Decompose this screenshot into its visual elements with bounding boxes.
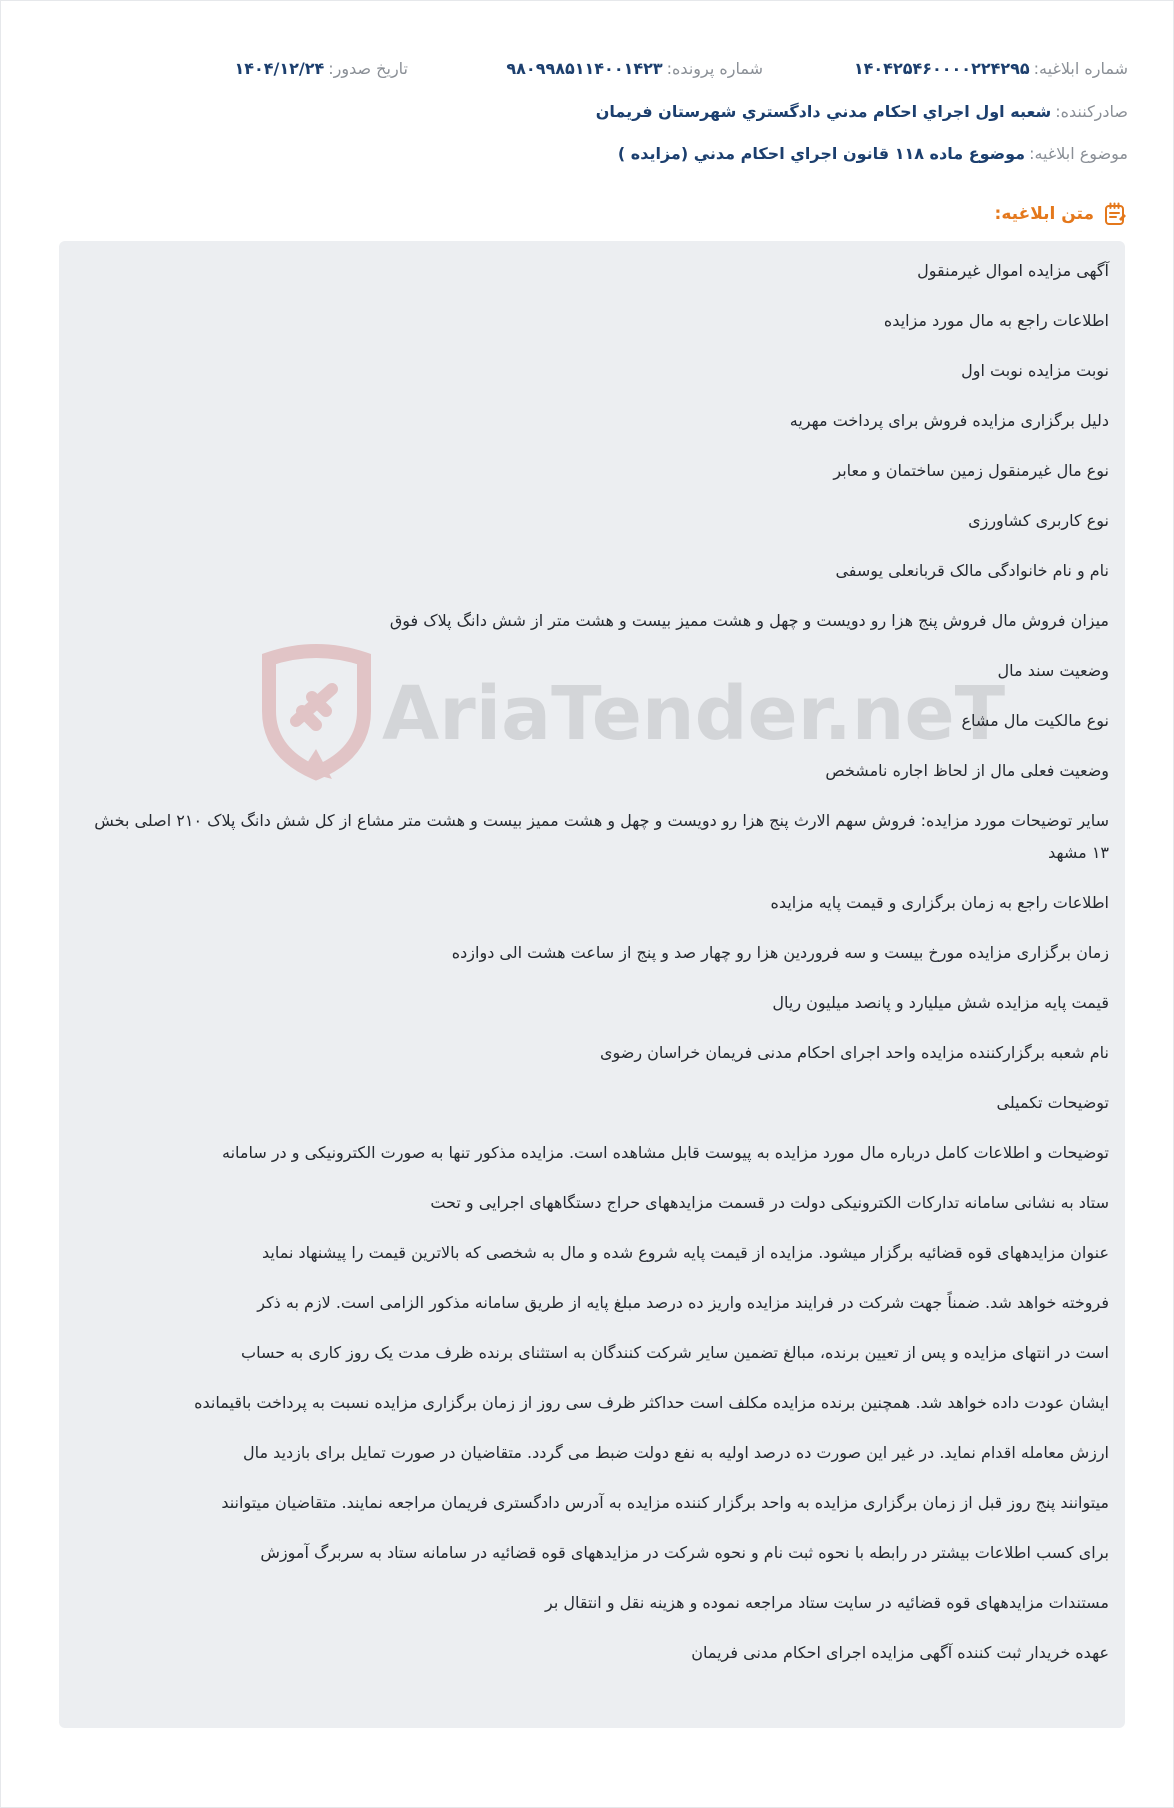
body-line: ارزش معامله اقدام نماید. در غیر این صورت ده درصد اولیه به نفع دولت ضبط می گردد. متقاضیان در صورت تمایل برای بازدید مال bbox=[243, 1443, 1109, 1462]
body-line: ایشان عودت داده خواهد شد. همچنین برنده مزایده مکلف است حداکثر ظرف سی روز از زمان برگزاری مزایده نسبت به پرداخت باقیمانده bbox=[194, 1393, 1109, 1412]
case-number-value: ۹۸۰۹۹۸۵۱۱۴۰۰۱۴۲۳ bbox=[506, 58, 663, 78]
body-line: است در انتهای مزایده و پس از تعیین برنده، مبالغ تضمین سایر شرکت کنندگان به استثنای برنده ظرف مدت یک روز کاری به حساب bbox=[241, 1343, 1109, 1362]
issuer-label: صادرکننده: bbox=[1055, 101, 1128, 121]
body-line: اطلاعات راجع به زمان برگزاری و قیمت پایه مزایده bbox=[770, 893, 1109, 912]
body-line: زمان برگزاری مزایده مورخ بیست و سه فروردین هزا رو چهار صد و پنج از ساعت هشت الی دوازده bbox=[451, 943, 1109, 962]
meta-row-subject bbox=[46, 138, 1128, 168]
body-line: نوع کاربری کشاورزی bbox=[968, 511, 1109, 530]
body-line: عهده خریدار ثبت کننده آگهی مزایده اجرای احکام مدنی فریمان bbox=[691, 1643, 1109, 1662]
body-line: برای کسب اطلاعات بیشتر در رابطه با نحوه ثبت نام و نحوه شرکت در مزایدههای قوه قضائیه در سامانه ستاد به سربرگ آموزش bbox=[260, 1543, 1109, 1562]
watermark-text: AriaTender.neT bbox=[382, 671, 1006, 757]
notice-number-value: ۱۴۰۴۲۵۴۶۰۰۰۰۲۲۴۲۹۵ bbox=[853, 58, 1030, 78]
body-line: توضیحات و اطلاعات کامل درباره مال مورد مزایده به پیوست قابل مشاهده است. مزایده مذکور تنها به صورت الکترونیکی و در سامانه bbox=[221, 1143, 1109, 1162]
body-line: ستاد به نشانی سامانه تدارکات الکترونیکی دولت در قسمت مزایدههای حراج دستگاههای اجرایی و تحت bbox=[430, 1193, 1109, 1212]
body-line: آگهی مزایده اموال غیرمنقول bbox=[917, 261, 1109, 280]
subject-label: موضوع ابلاغیه: bbox=[1029, 143, 1128, 163]
body-line: مستندات مزایدههای قوه قضائیه در سایت ستاد مراجعه نموده و هزینه نقل و انتقال بر bbox=[545, 1593, 1109, 1612]
body-line: نام و نام خانوادگی مالک قربانعلی یوسفی bbox=[835, 561, 1109, 580]
notice-number-field bbox=[854, 59, 1128, 78]
body-line: میزان فروش مال فروش پنج هزا رو دویست و چهل و هشت ممیز بیست و هشت متر از شش دانگ پلاک فوق bbox=[389, 611, 1109, 630]
body-line: وضعیت سند مال bbox=[997, 661, 1109, 680]
meta-row-numbers bbox=[46, 53, 1128, 83]
subject-value: موضوع ماده ۱۱۸ قانون اجراي احكام مدني (مزايده ) bbox=[617, 143, 1026, 163]
body-line: نوبت مزایده نوبت اول bbox=[961, 361, 1109, 380]
section-title-text: متن ابلاغیه: bbox=[994, 204, 1094, 224]
issue-date-value: ۱۴۰۴/۱۲/۲۴ bbox=[234, 58, 325, 78]
case-number-field bbox=[506, 59, 763, 78]
issue-date-field bbox=[234, 59, 408, 78]
body-line: میتوانند پنج روز قبل از زمان برگزاری مزایده به واحد برگزار کننده مزایده به آدرس دادگستری فریمان مراجعه نمایند. متقاضیان میتوانند bbox=[221, 1493, 1109, 1512]
body-line: وضعیت فعلی مال از لحاظ اجاره نامشخص bbox=[825, 761, 1109, 780]
case-number-label: شماره پرونده: bbox=[666, 58, 763, 78]
body-line: نوع مالکیت مال مشاع bbox=[961, 711, 1109, 730]
body-line: توضیحات تکمیلی bbox=[996, 1093, 1109, 1112]
section-title bbox=[995, 201, 1128, 227]
body-line: عنوان مزایدههای قوه قضائیه برگزار میشود. مزایده از قیمت پایه شروع شده و مال به شخصی که بالاترین قیمت را پیشنهاد نماید bbox=[261, 1243, 1109, 1262]
issuer-value: شعبه اول اجراي احكام مدني دادگستري شهرستان فريمان bbox=[595, 101, 1052, 121]
notice-number-label: شماره ابلاغیه: bbox=[1033, 58, 1128, 78]
notice-body bbox=[59, 241, 1125, 1728]
body-line: قیمت پایه مزایده شش میلیارد و پانصد میلیون ریال bbox=[772, 993, 1109, 1012]
notepad-icon bbox=[1102, 201, 1128, 227]
body-line: اطلاعات راجع به مال مورد مزایده bbox=[883, 311, 1109, 330]
body-line: نام شعبه برگزارکننده مزایده واحد اجرای احکام مدنی فریمان خراسان رضوی bbox=[599, 1043, 1109, 1062]
body-line: فروخته خواهد شد. ضمناً جهت شرکت در فرایند مزایده واریز ده درصد مبلغ پایه از طریق سامانه مذکور الزامی است. لازم به ذکر bbox=[257, 1293, 1109, 1312]
body-line: سایر توضیحات مورد مزایده: فروش سهم الارث پنج هزا رو دویست و چهل و هشت ممیز بیست و هشت متر مشاع از کل شش دانگ پلاک ۲۱۰ اصلی بخش ۱۳ مشهد bbox=[94, 811, 1109, 862]
body-lines bbox=[75, 255, 1109, 1687]
meta-row-issuer bbox=[46, 96, 1128, 126]
body-line: دلیل برگزاری مزایده فروش برای پرداخت مهریه bbox=[789, 411, 1109, 430]
issue-date-label: تاریخ صدور: bbox=[328, 58, 408, 78]
body-line: نوع مال غیرمنقول زمین ساختمان و معابر bbox=[833, 461, 1109, 480]
